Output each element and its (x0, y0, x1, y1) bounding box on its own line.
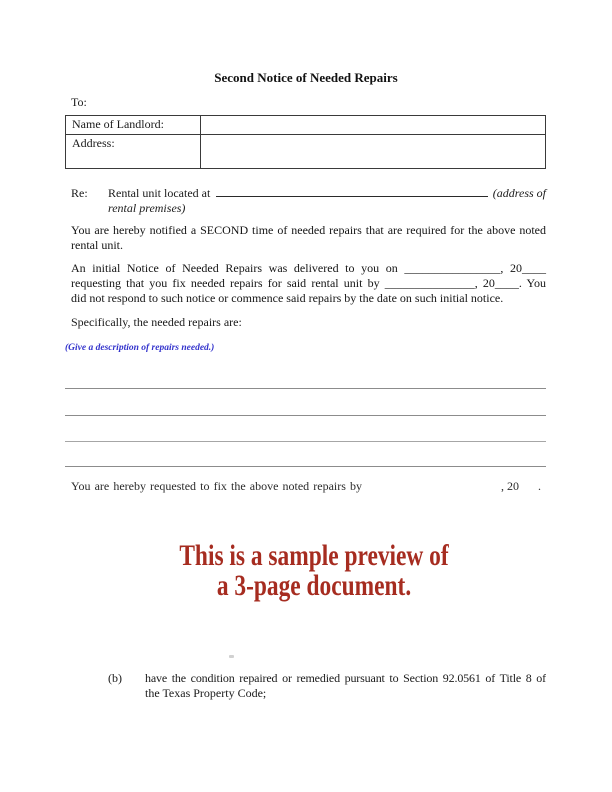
paragraph-initial-notice (71, 261, 546, 306)
re-label: Re: (71, 186, 88, 200)
re-address-hint: (address of (492, 186, 546, 200)
clause-b-line: the Texas Property Code; (145, 686, 267, 700)
repairs-ruled-line (65, 388, 546, 389)
paragraph-notified (71, 223, 546, 253)
description-hint: (Give a description of repairs needed.) (65, 343, 215, 353)
repairs-ruled-line (65, 441, 546, 442)
landlord-name-label-cell: Name of Landlord: (66, 116, 201, 135)
clause-b (108, 671, 546, 701)
paragraph-line: did not respond to such notice or commence said repairs by the date on such initial notice. (71, 291, 504, 305)
sample-preview-banner (127, 541, 501, 601)
repairs-ruled-line (65, 415, 546, 416)
paragraph-line: An initial Notice of Needed Repairs was delivered to you on ________________, 20____ (71, 261, 546, 275)
rental-address-blank-line (216, 184, 487, 197)
specifics-heading: Specifically, the needed repairs are: (71, 315, 242, 329)
re-text: Rental unit located at (108, 186, 211, 200)
paragraph-line: requesting that you fix needed repairs for said rental unit by _______________, 20____. You (71, 276, 546, 290)
requested-fix-clipped-line (71, 480, 541, 493)
clause-b-line: have the condition repaired or remedied pursuant to Section 92.0561 of Title 8 of (145, 671, 546, 685)
paragraph-line: You are hereby notified a SECOND time of needed repairs that are required for the above noted (71, 223, 546, 237)
landlord-address-label-cell: Address: (66, 135, 201, 169)
table-row (66, 116, 546, 135)
landlord-address-value-cell (201, 135, 546, 169)
to-label: To: (71, 95, 87, 109)
preview-banner-line: a 3-page document. (216, 569, 412, 602)
clause-b-marker: (b) (108, 671, 122, 685)
preview-cut-artifact (229, 655, 234, 658)
landlord-table (65, 115, 546, 169)
landlord-name-value-cell (201, 116, 546, 135)
clause-b-text (145, 671, 546, 701)
re-block (71, 184, 546, 216)
table-row (66, 135, 546, 169)
re-address-hint-line2: rental premises) (108, 201, 186, 215)
paragraph-line: rental unit. (71, 238, 123, 252)
preview-banner-line: This is a sample preview of (179, 539, 449, 572)
requested-fix-text: You are hereby requested to fix the above noted repairs by (71, 480, 363, 493)
repairs-ruled-line (65, 466, 546, 467)
page-title: Second Notice of Needed Repairs (214, 70, 398, 85)
requested-fix-period: . (538, 480, 541, 493)
re-line (71, 184, 546, 201)
requested-fix-date-fragment: , 20 (501, 480, 519, 493)
